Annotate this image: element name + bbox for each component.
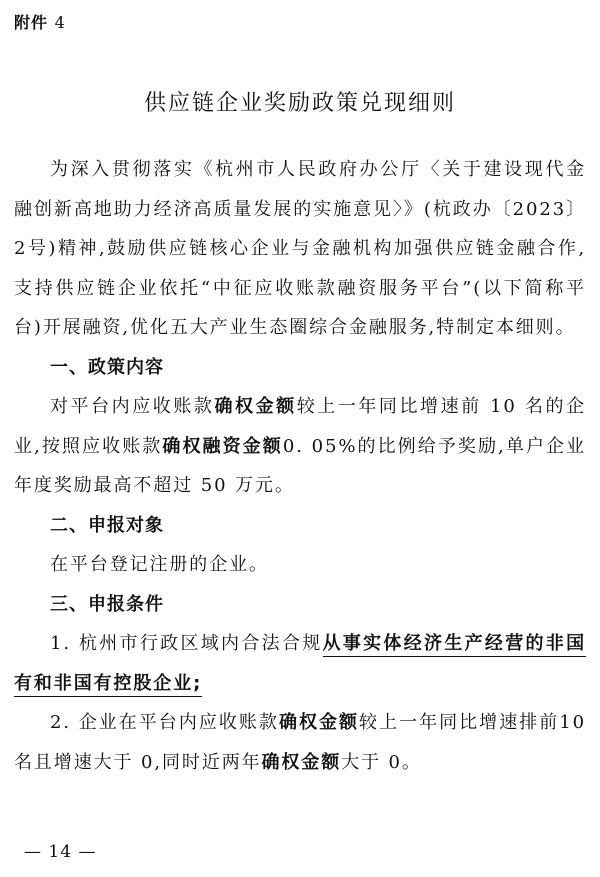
condition-2-bold-2: 确权金额 xyxy=(261,751,342,773)
condition-item-2 xyxy=(14,703,586,782)
condition-2-bold-1: 确权金额 xyxy=(278,712,360,733)
policy-text-3: 0. 05%的比例给予奖励,单户企业年度奖励最高不超过 50 万元。 xyxy=(14,435,586,496)
policy-bold-2: 确权融资金额 xyxy=(162,435,283,457)
section-heading-target: 二、申报对象 xyxy=(50,514,164,536)
condition-1-text: 1. 杭州市行政区域内合法合规 xyxy=(50,633,323,654)
intro-paragraph: 为深入贯彻落实《杭州市人民政府办公厅〈关于建设现代金融创新高地助力经济高质量发展的实施意见〉》(杭政办〔2023〕2号)精神,鼓励供应链核心企业与金融机构加强供应链金融合作,支持供应链企业依托“中征应收账款融资服务平台”(以下简称平台)开展融资,优化五大产业生态圈综合金融服务,特制定本细则。 xyxy=(14,159,586,338)
policy-text-1: 对平台内应收账款 xyxy=(50,396,215,417)
attachment-label-text: 附件 xyxy=(14,13,49,32)
condition-1-bold: 从事实体经济生产经营的非国有和非国有控股企业; xyxy=(14,633,586,697)
policy-bold-1: 确权金额 xyxy=(214,396,297,417)
document-body xyxy=(14,150,586,782)
section-heading-policy: 一、政策内容 xyxy=(50,356,164,378)
document-title: 供应链企业奖励政策兑现细则 xyxy=(143,91,456,116)
section-heading-conditions: 三、申报条件 xyxy=(50,593,164,615)
condition-2-text-2: 较上一年同比增速排前10 名且增速大于 0,同时近两年 xyxy=(14,712,586,773)
condition-item-1 xyxy=(14,624,586,703)
condition-2-text-3: 大于 0。 xyxy=(341,751,422,773)
target-paragraph: 在平台登记注册的企业。 xyxy=(50,554,269,575)
page-number: — 14 — xyxy=(24,842,97,862)
policy-paragraph xyxy=(14,387,586,506)
policy-text-2: 较上一年同比增速前 10 名的企业,按照应收账款 xyxy=(14,396,586,457)
attachment-label xyxy=(14,10,66,33)
condition-2-text-1: 2. 企业在平台内应收账款 xyxy=(50,712,279,733)
attachment-number: 4 xyxy=(54,13,66,32)
